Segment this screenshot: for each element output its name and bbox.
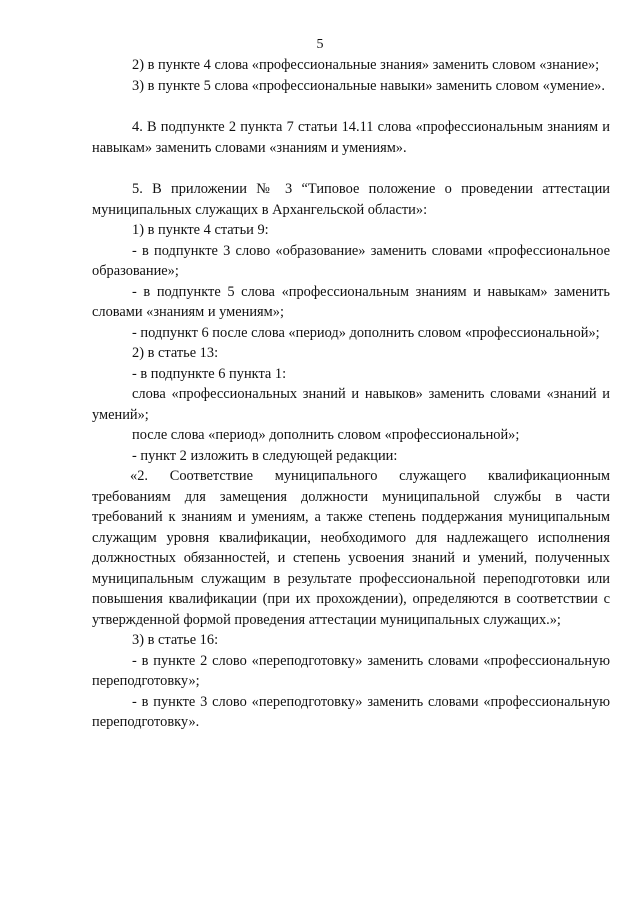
paragraph-replace-words: слова «профессиональных знаний и навыков» заменить словами «знаний и умений»; bbox=[92, 386, 610, 423]
paragraph-add-word: после слова «период» дополнить словом «профессиональной»; bbox=[132, 427, 520, 443]
paragraph-item-2: 2) в пункте 4 слова «профессиональные знания» заменить словом «знание»; bbox=[132, 57, 600, 73]
paragraph-subitem-3: - в подпункте 3 слово «образование» заменить словами «профессиональное образование»; bbox=[92, 242, 610, 279]
paragraph-item-2-new-edition: - пункт 2 изложить в следующей редакции: bbox=[132, 447, 398, 464]
paragraph-article-9: 1) в пункте 4 статьи 9: bbox=[132, 222, 269, 238]
page-number: 5 bbox=[316, 37, 324, 52]
paragraph-subitem-5: - в подпункте 5 слова «профессиональным знаниям и навыкам» заменить словами «знаниям и умениям»; bbox=[92, 283, 610, 320]
paragraph-subitem-6: - подпункт 6 после слова «период» дополнить словом «профессиональной»; bbox=[132, 324, 600, 341]
paragraph-item-3: 3) в пункте 5 слова «профессиональные навыки» заменить словом «умение». bbox=[132, 77, 605, 94]
paragraph-article-16: 3) в статье 16: bbox=[132, 632, 219, 648]
paragraph-section-4: 4. В подпункте 2 пункта 7 статьи 14.11 слова «профессиональным знаниям и навыкам» заменить словами «знаниям и умениям». bbox=[92, 119, 610, 156]
paragraph-section-5: 5. В приложении № 3 “Типовое положение о проведении аттестации муниципальных служащих в Архангельской области»: bbox=[92, 181, 610, 218]
paragraph-quoted-item-2: «2. Соответствие муниципального служащего квалификационным требованиям для замещения должности муниципальной службы в части требований к знаниям и умениям, а также степень поддержания муниципальным служащим уровня квалификации, необходимого для надлежащего исполнения должностных обязанностей, и степень усвоения знаний и умений, полученных муниципальным служащим в результате профессиональной переподготовки или повышения квалификации (при их прохождении), определяются в соответствии с утвержденной формой проведения аттестации муниципальных служащих.»; bbox=[92, 468, 610, 628]
paragraph-item-2-retraining: - в пункте 2 слово «переподготовку» заменить словами «профессиональную переподготовку»; bbox=[92, 652, 610, 689]
paragraph-article-13: 2) в статье 13: bbox=[132, 345, 219, 361]
paragraph-subitem-6-item-1: - в подпункте 6 пункта 1: bbox=[132, 365, 287, 382]
document-body bbox=[92, 55, 610, 733]
paragraph-item-3-retraining: - в пункте 3 слово «переподготовку» заменить словами «профессиональную переподготовку». bbox=[92, 693, 610, 730]
